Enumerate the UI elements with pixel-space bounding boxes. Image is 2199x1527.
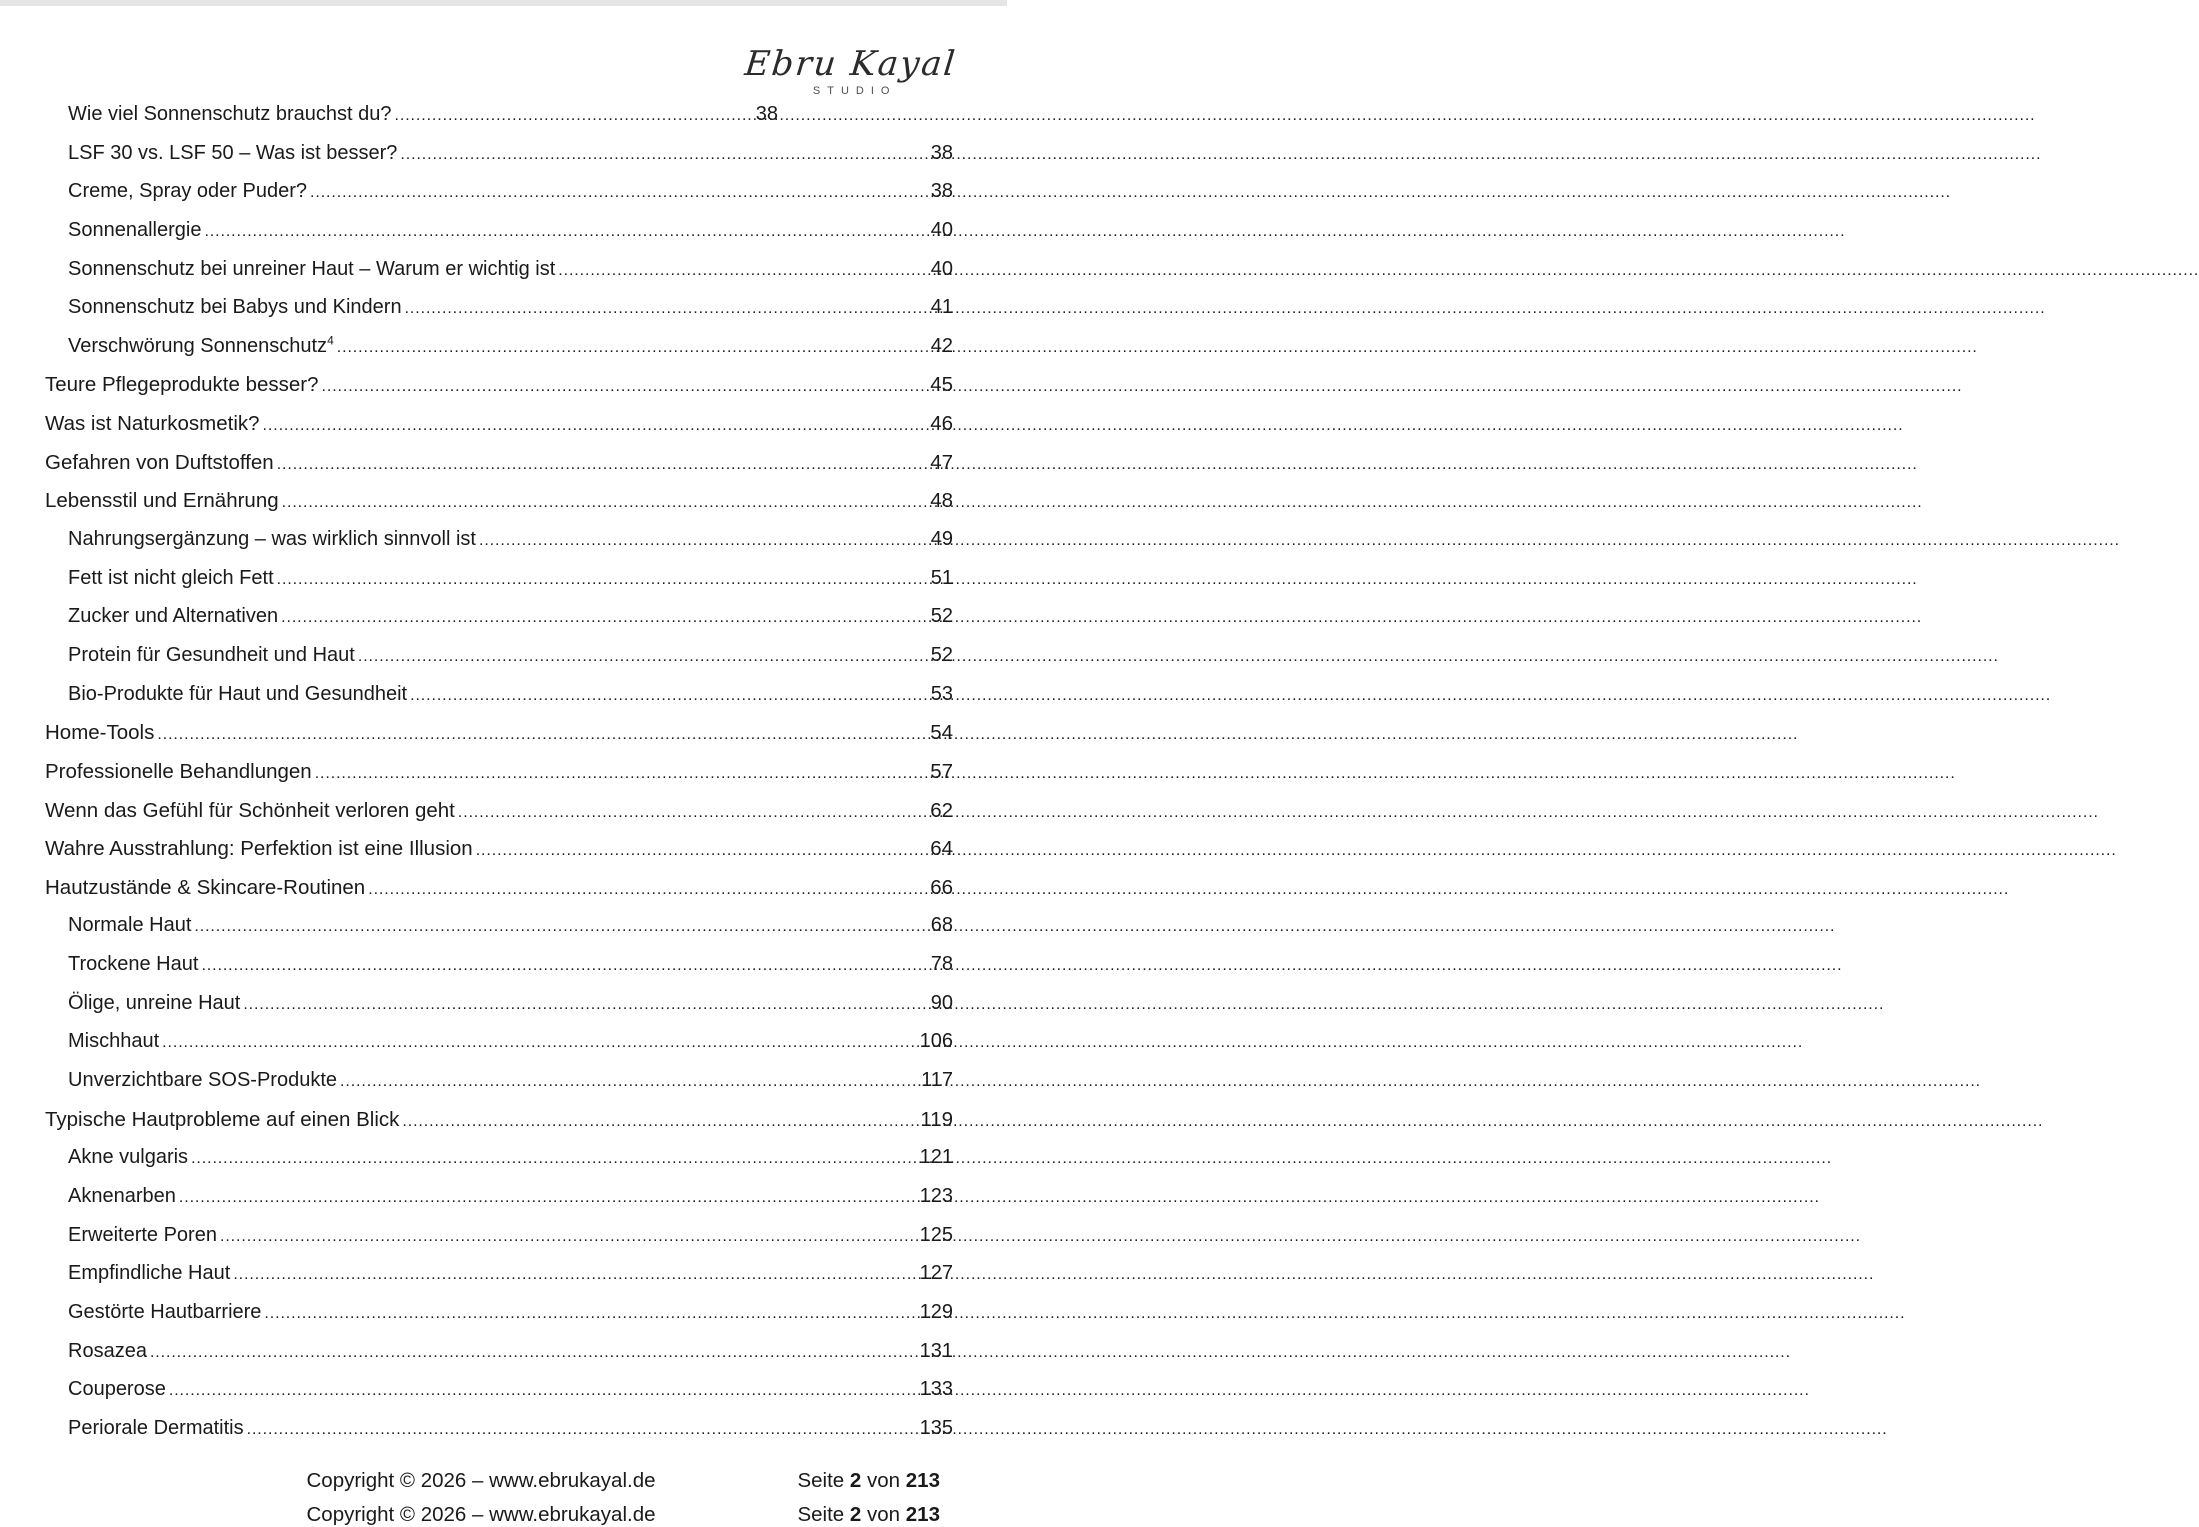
toc-leader-dots bbox=[277, 567, 929, 590]
toc-entry[interactable] bbox=[45, 451, 953, 490]
toc-entry[interactable] bbox=[45, 373, 953, 412]
toc-entry[interactable] bbox=[45, 644, 953, 683]
toc-leader-dots bbox=[402, 1108, 914, 1132]
toc-leader-dots bbox=[191, 1146, 918, 1169]
toc-entry-label: Nahrungsergänzung – was wirklich sinnvoll ist bbox=[68, 528, 476, 551]
toc-leader-dots bbox=[410, 683, 929, 706]
toc-entry-label: Professionelle Behandlungen bbox=[45, 759, 312, 783]
toc-leader-dots bbox=[169, 1378, 918, 1401]
toc-entry[interactable] bbox=[45, 1108, 953, 1147]
toc-entry[interactable] bbox=[45, 992, 953, 1031]
toc-entry-label: Hautzustände & Skincare-Routinen bbox=[45, 875, 366, 899]
toc-entry-label: Wenn das Gefühl für Schönheit verloren geht bbox=[45, 798, 455, 822]
toc-entry[interactable] bbox=[45, 760, 953, 799]
toc-page-number: 131 bbox=[919, 1339, 953, 1362]
toc-leader-dots bbox=[264, 1301, 917, 1324]
toc-entry[interactable] bbox=[45, 1340, 953, 1379]
toc-page-number: 48 bbox=[930, 489, 953, 513]
toc-leader-dots bbox=[150, 1340, 918, 1363]
toc-leader-dots bbox=[194, 914, 928, 937]
toc-leader-dots bbox=[310, 180, 929, 203]
toc-entry-label: Sonnenallergie bbox=[68, 218, 202, 241]
toc-entry-label: Wahre Ausstrahlung: Perfektion ist eine Illusion bbox=[45, 837, 473, 861]
toc-entry-label: Periorale Dermatitis bbox=[68, 1416, 244, 1439]
toc-entry-label: Unverzichtbare SOS-Produkte bbox=[68, 1069, 338, 1092]
logo-studio-text: STUDIO bbox=[812, 85, 897, 97]
toc-entry[interactable] bbox=[45, 567, 953, 606]
page-indicator-prefix: Seite bbox=[797, 1469, 845, 1492]
toc-entry[interactable] bbox=[45, 258, 953, 297]
toc-entry-label: Normale Haut bbox=[68, 914, 192, 937]
toc-entry-label: Gestörte Hautbarriere bbox=[68, 1300, 262, 1323]
page-indicator-total: 213 bbox=[905, 1469, 940, 1492]
toc-page-number: 123 bbox=[919, 1184, 953, 1207]
toc-entry[interactable] bbox=[45, 1262, 953, 1301]
toc-page-number: 133 bbox=[919, 1378, 953, 1401]
toc-page-number: 57 bbox=[930, 759, 953, 783]
toc-entry[interactable] bbox=[45, 1069, 953, 1108]
toc-entry[interactable] bbox=[45, 335, 953, 374]
toc-entry-label: Trockene Haut bbox=[68, 953, 199, 976]
toc-page-number: 54 bbox=[930, 721, 953, 745]
toc-entry[interactable] bbox=[45, 837, 953, 876]
toc-page-number: 51 bbox=[930, 566, 953, 589]
toc bbox=[45, 103, 953, 1455]
toc-page-number: 121 bbox=[919, 1146, 953, 1169]
toc-page-number: 117 bbox=[921, 1069, 953, 1092]
toc-leader-dots bbox=[263, 412, 925, 436]
toc-page-number: 40 bbox=[930, 257, 953, 280]
toc-entry-label: Lebensstil und Ernährung bbox=[45, 489, 279, 513]
toc-page-number: 135 bbox=[919, 1416, 953, 1439]
toc-page-number: 49 bbox=[930, 528, 953, 551]
toc-page-number: 52 bbox=[930, 605, 953, 628]
toc-page-number: 45 bbox=[930, 373, 953, 397]
toc-entry[interactable] bbox=[45, 1146, 953, 1185]
toc-leader-dots bbox=[479, 528, 929, 551]
toc-entry[interactable] bbox=[45, 876, 953, 915]
toc-page-number: 42 bbox=[930, 334, 953, 357]
toc-entry-label: Sonnenschutz bei Babys und Kindern bbox=[68, 296, 402, 319]
page-indicator-current: 2 bbox=[849, 1469, 862, 1492]
toc-entry[interactable] bbox=[45, 219, 953, 258]
toc-entry-label: Akne vulgaris bbox=[68, 1146, 189, 1169]
toc-page-number: 78 bbox=[930, 953, 953, 976]
toc-leader-dots bbox=[281, 605, 929, 628]
cutoff-footer-duplicate bbox=[0, 1503, 1007, 1526]
toc-entry-label: Verschwörung Sonnenschutz$^4$ bbox=[68, 333, 334, 357]
toc-entry-label: Aknenarben bbox=[68, 1184, 176, 1207]
toc-entry-label: Bio-Produkte für Haut und Gesundheit bbox=[68, 682, 408, 705]
toc-entry[interactable] bbox=[45, 142, 953, 181]
toc-entry[interactable] bbox=[45, 1417, 953, 1456]
toc-entry-label: Gefahren von Duftstoffen bbox=[45, 450, 274, 474]
cutoff-page-indicator: Seite 2 von 213 bbox=[797, 1503, 940, 1526]
toc-entry-label: Ölige, unreine Haut bbox=[68, 991, 241, 1014]
toc-leader-dots bbox=[157, 721, 924, 745]
toc-leader-dots bbox=[282, 489, 925, 513]
toc-page-number: 62 bbox=[930, 798, 953, 822]
window-top-edge bbox=[0, 0, 1007, 6]
logo-script-text: Ebru Kayal bbox=[743, 44, 960, 84]
toc-entry-label: Creme, Spray oder Puder? bbox=[68, 180, 308, 203]
toc-leader-dots bbox=[322, 373, 925, 397]
toc-page-number: 64 bbox=[930, 837, 953, 861]
toc-entry-label: LSF 30 vs. LSF 50 – Was ist besser? bbox=[68, 141, 398, 164]
toc-leader-dots bbox=[476, 837, 925, 861]
toc-page-number: 41 bbox=[930, 296, 953, 319]
toc-page-number: 38 bbox=[755, 103, 778, 125]
toc-leader-dots bbox=[340, 1069, 919, 1092]
toc-entry-label: Wie viel Sonnenschutz brauchst du? bbox=[68, 103, 392, 125]
page-indicator-separator: von bbox=[867, 1469, 901, 1492]
toc-leader-dots bbox=[201, 953, 928, 976]
toc-leader-dots bbox=[204, 219, 928, 242]
toc-entry[interactable] bbox=[45, 953, 953, 992]
toc-page-number: 129 bbox=[919, 1300, 953, 1323]
toc-entry-label: Empfindliche Haut bbox=[68, 1262, 231, 1285]
toc-leader-dots bbox=[220, 1224, 918, 1247]
toc-leader-dots bbox=[247, 1417, 918, 1440]
toc-leader-dots bbox=[405, 296, 929, 319]
page-indicator bbox=[797, 1469, 940, 1493]
toc-page-number: 66 bbox=[930, 875, 953, 899]
toc-entry-label: Fett ist nicht gleich Fett bbox=[68, 566, 274, 589]
toc-page-number: 38 bbox=[930, 180, 953, 203]
toc-entry[interactable] bbox=[45, 528, 953, 567]
logo bbox=[743, 44, 960, 97]
toc-page-number: 68 bbox=[930, 914, 953, 937]
toc-entry-label: Erweiterte Poren bbox=[68, 1223, 217, 1246]
toc-entry[interactable] bbox=[45, 1378, 953, 1417]
toc-leader-dots bbox=[315, 760, 924, 784]
toc-entry[interactable] bbox=[45, 721, 953, 760]
toc-page-number: 52 bbox=[930, 643, 953, 666]
toc-page-number: 53 bbox=[930, 682, 953, 705]
toc-entry-label: Sonnenschutz bei unreiner Haut – Warum er wichtig ist bbox=[68, 257, 556, 280]
toc-entry[interactable] bbox=[45, 1185, 953, 1224]
toc-entry-label: Zucker und Alternativen bbox=[68, 605, 279, 628]
toc-entry-label: Teure Pflegeprodukte besser? bbox=[45, 373, 319, 397]
cutoff-copyright-text: Copyright © 2026 – www.ebrukayal.de bbox=[306, 1503, 656, 1526]
toc-leader-dots bbox=[233, 1262, 917, 1285]
toc-entry-label: Rosazea bbox=[68, 1339, 147, 1362]
toc-leader-dots bbox=[395, 103, 754, 126]
toc-leader-dots bbox=[368, 876, 924, 900]
toc-leader-dots bbox=[400, 142, 928, 165]
toc-page-number: 90 bbox=[930, 991, 953, 1014]
toc-entry-label: Protein für Gesundheit und Haut bbox=[68, 643, 355, 666]
toc-entry[interactable] bbox=[45, 1301, 953, 1340]
toc-leader-dots bbox=[337, 335, 929, 358]
toc-entry-label: Typische Hautprobleme auf einen Blick bbox=[45, 1107, 400, 1131]
toc-leader-dots bbox=[558, 258, 928, 281]
toc-page-number: 119 bbox=[920, 1107, 953, 1131]
toc-page-number: 106 bbox=[919, 1030, 953, 1053]
toc-leader-dots bbox=[277, 451, 925, 475]
toc-entry[interactable] bbox=[45, 1224, 953, 1263]
toc-entry-label: Mischhaut bbox=[68, 1030, 160, 1053]
toc-entry[interactable] bbox=[45, 683, 953, 722]
toc-entry-label: Was ist Naturkosmetik? bbox=[45, 412, 260, 436]
toc-page-number: 47 bbox=[930, 450, 953, 474]
toc-page-number: 46 bbox=[930, 412, 953, 436]
toc-page-number: 40 bbox=[930, 218, 953, 241]
toc-leader-dots bbox=[162, 1030, 917, 1053]
toc-page-number: 125 bbox=[919, 1223, 953, 1246]
toc-entry[interactable] bbox=[45, 103, 778, 142]
copyright-text: Copyright © 2026 – www.ebrukayal.de bbox=[306, 1469, 656, 1492]
toc-entry[interactable] bbox=[45, 605, 953, 644]
toc-entry[interactable] bbox=[45, 412, 953, 451]
toc-entry-label: Home-Tools bbox=[45, 721, 155, 745]
toc-entry[interactable] bbox=[45, 489, 953, 528]
toc-entry[interactable] bbox=[45, 180, 953, 219]
toc-leader-dots bbox=[358, 644, 929, 667]
toc-leader-dots bbox=[458, 799, 924, 823]
toc-page-number: 127 bbox=[919, 1262, 953, 1285]
toc-entry[interactable] bbox=[45, 1030, 953, 1069]
toc-entry[interactable] bbox=[45, 799, 953, 838]
toc-leader-dots bbox=[243, 992, 928, 1015]
toc-entry-label: Couperose bbox=[68, 1378, 166, 1401]
toc-page-number: 38 bbox=[930, 141, 953, 164]
toc-leader-dots bbox=[179, 1185, 918, 1208]
toc-entry[interactable] bbox=[45, 914, 953, 953]
toc-entry[interactable] bbox=[45, 296, 953, 335]
